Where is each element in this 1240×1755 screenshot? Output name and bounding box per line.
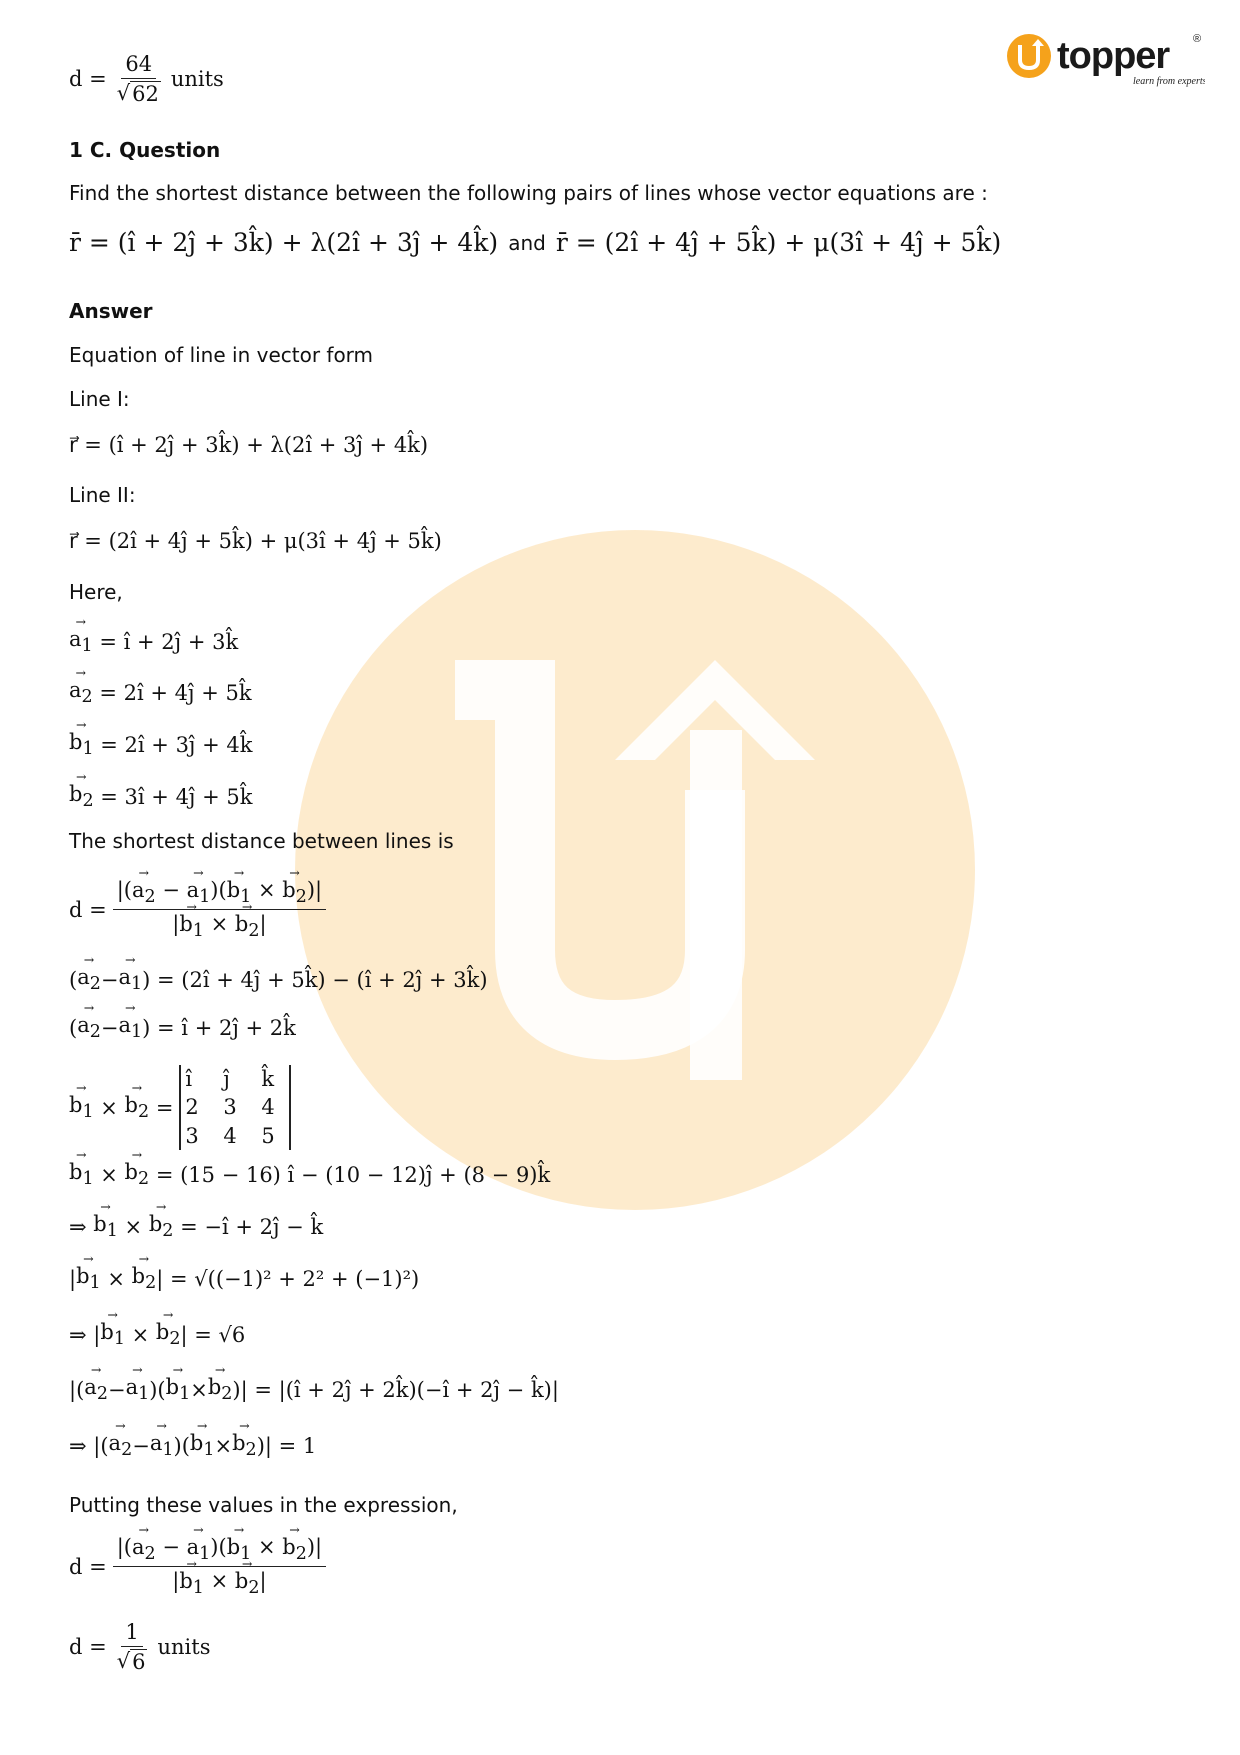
determinant-matrix: î ĵ k̂ 2 3 4 3 4 5 bbox=[179, 1065, 291, 1150]
putting-values-text: Putting these values in the expression, bbox=[69, 1493, 458, 1517]
line2-label: Line II: bbox=[69, 483, 136, 507]
question-eq-left: r̄ = (î + 2ĵ + 3k̂) + λ(2î + 3ĵ + 4k̂) bbox=[69, 228, 499, 257]
a-difference-2: ( → $a_2$ − → $a_1$ ) = î + 2ĵ + 2k̂ bbox=[69, 1013, 296, 1042]
final-distance-result: d = 1 √ 6 units bbox=[69, 1620, 211, 1674]
cross-result: ⇒ → $b_1$ × → $b_2$ = −î + 2ĵ − k̂ bbox=[69, 1212, 323, 1241]
cross-expanded: → $b_1$ × → $b_2$ = (15 − 16) î − (10 − 12)ĵ + (8 − 9)k̂ bbox=[69, 1160, 550, 1189]
line2-equation: r⃗ = (2î + 4ĵ + 5k̂) + μ(3î + 4ĵ + 5k̂) bbox=[69, 529, 442, 553]
question-eq-right: r̄ = (2î + 4ĵ + 5k̂) + μ(3î + 4ĵ + 5k̂) bbox=[555, 228, 1002, 257]
shortest-distance-text: The shortest distance between lines is bbox=[69, 829, 454, 853]
topper-logo bbox=[1005, 30, 1205, 94]
distance-formula-repeat: d = $\frac{|(\to a_2 - \to a_1)(\to b_1 \times \to b_2)|}{|\to b_1 \times \to b_2|}$ bbox=[69, 1535, 332, 1598]
svg-text:topper: topper bbox=[1057, 35, 1170, 77]
line1-equation: r⃗ = (î + 2ĵ + 3k̂) + λ(2î + 3ĵ + 4k̂) bbox=[69, 433, 429, 457]
a1-definition: → $a_1$ = î + 2ĵ + 3k̂ bbox=[69, 627, 238, 656]
magnitude-1: | → $b_1$ × → $b_2$ | = √((−1)² + 2² + (−1)²) bbox=[69, 1264, 419, 1293]
a-difference-1: ( → $a_2$ − → $a_1$ ) = (2î + 4ĵ + 5k̂) − (î + 2ĵ + 3k̂) bbox=[69, 965, 488, 994]
answer-heading: Answer bbox=[69, 299, 153, 323]
b1-definition: → $b_1$ = 2î + 3ĵ + 4k̂ bbox=[69, 730, 252, 759]
cross-determinant: → $b_1$ × → $b_2$ = î ĵ k̂ 2 3 4 3 4 5 bbox=[69, 1065, 291, 1150]
svg-text:learn from experts: learn from experts bbox=[1133, 76, 1205, 87]
dot-product-1: |( → $a_2$ − → $a_1$ )( → $b_1$ × → $b_2$ )| = |(î + 2ĵ + 2k̂)(−î + 2ĵ − k̂)| bbox=[69, 1375, 559, 1404]
distance-formula: d = $\frac{|(\to a_2 - \to a_1)(\to b_1 \times \to b_2)|}{|\to b_1 \times \to b_2|}$ bbox=[69, 878, 332, 941]
magnitude-2: ⇒ | → $b_1$ × → $b_2$ | = √6 bbox=[69, 1320, 245, 1349]
topper-watermark bbox=[295, 530, 975, 1210]
answer-intro: Equation of line in vector form bbox=[69, 343, 374, 367]
dot-product-2: ⇒ |( → $a_2$ − → $a_1$ )( → $b_1$ × → $b_2$ )| = 1 bbox=[69, 1431, 316, 1460]
svg-text:®: ® bbox=[1193, 33, 1202, 45]
b2-definition: → $b_2$ = 3î + 4ĵ + 5k̂ bbox=[69, 782, 252, 811]
here-text: Here, bbox=[69, 580, 123, 604]
question-text: Find the shortest distance between the following pairs of lines whose vector equations are : bbox=[69, 181, 988, 205]
line1-label: Line I: bbox=[69, 387, 130, 411]
a2-definition: → $a_2$ = 2î + 4ĵ + 5k̂ bbox=[69, 678, 252, 707]
question-heading: 1 C. Question bbox=[69, 138, 221, 162]
top-distance-result: d = 64 √ 62 units bbox=[69, 52, 224, 106]
question-equations: r̄ = (î + 2ĵ + 3k̂) + λ(2î + 3ĵ + 4k̂) and r̄ = (2î + 4ĵ + 5k̂) + μ(3î + 4ĵ + 5k̂) bbox=[69, 228, 1002, 257]
